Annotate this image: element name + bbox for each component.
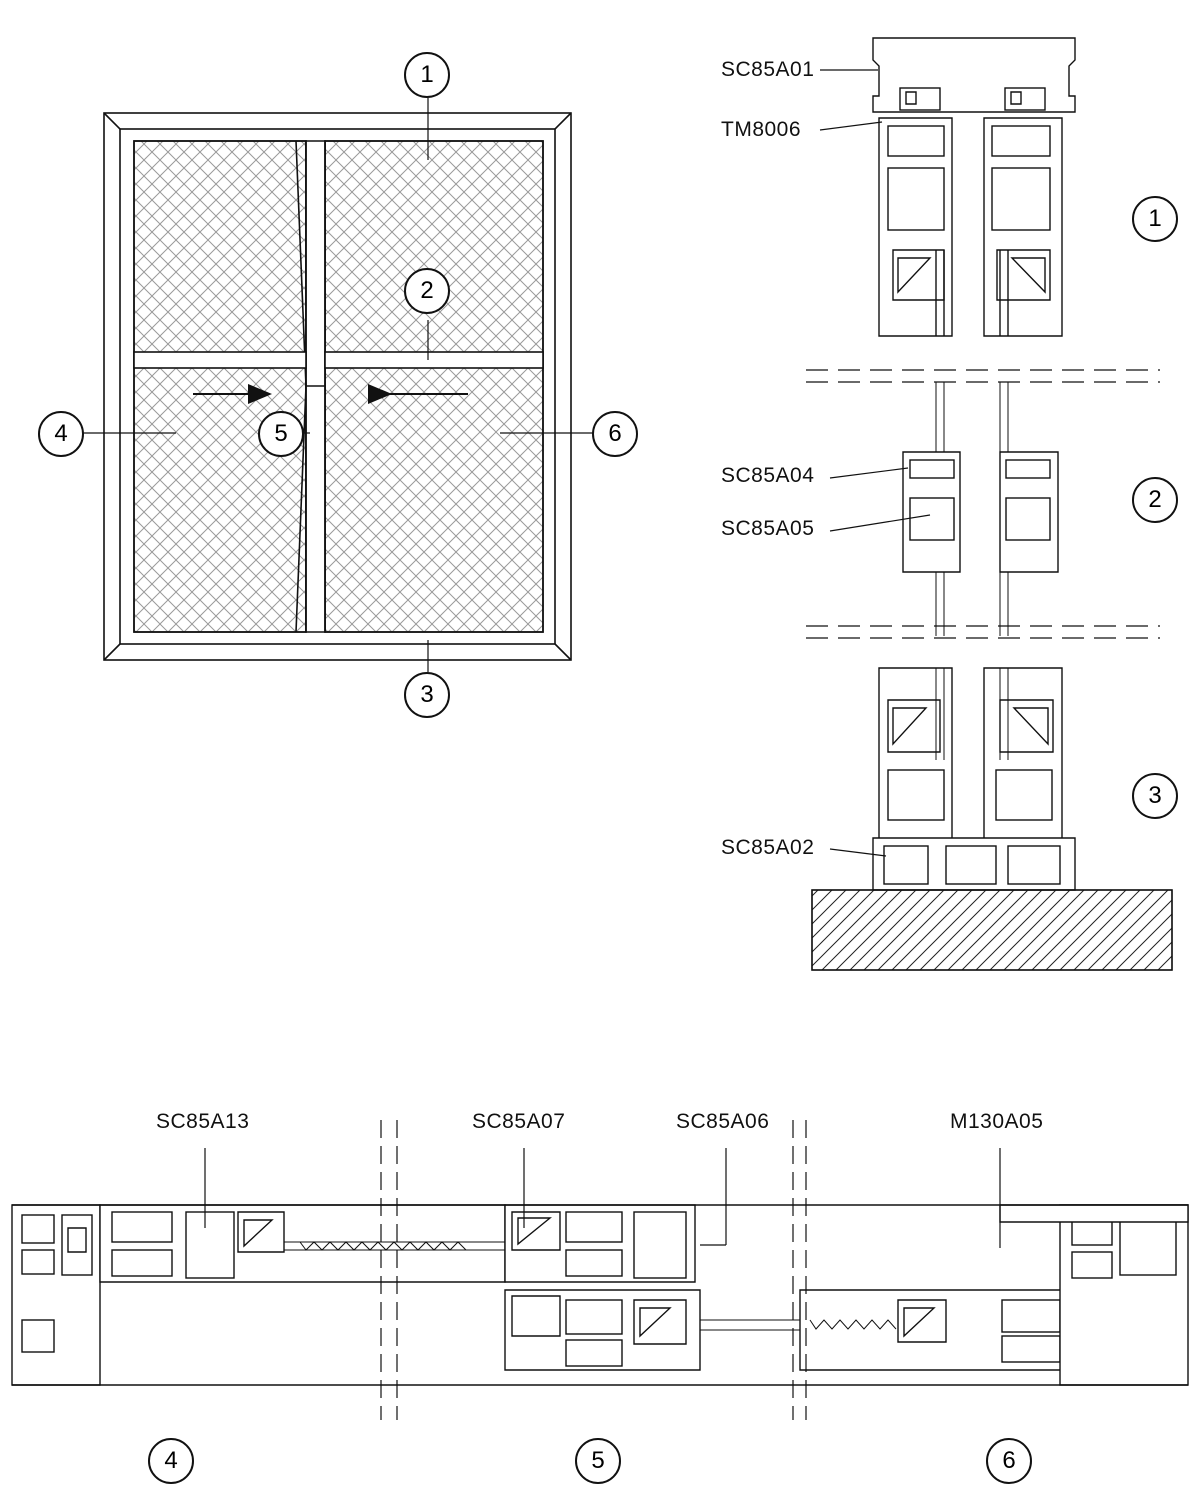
balloon-label: 3 [1148, 782, 1162, 809]
balloon-elevation-5[interactable] [258, 411, 304, 457]
balloon-elevation-6[interactable] [592, 411, 638, 457]
elevation-view [83, 98, 593, 672]
balloon-label: 1 [1148, 205, 1162, 232]
part-label-tm8006: TM8006 [721, 118, 802, 141]
part-label-sc85a01: SC85A01 [721, 58, 815, 81]
balloon-elevation-4[interactable] [38, 411, 84, 457]
balloon-hsection-6[interactable] [986, 1438, 1032, 1484]
balloon-label: 5 [274, 420, 288, 447]
balloon-vsection-1[interactable] [1132, 196, 1178, 242]
part-label-sc85a13: SC85A13 [156, 1110, 250, 1133]
balloon-label: 5 [591, 1447, 605, 1474]
balloon-label: 6 [608, 420, 622, 447]
balloon-elevation-3[interactable] [404, 672, 450, 718]
part-label-m130a05: M130A05 [950, 1110, 1044, 1133]
balloon-label: 3 [420, 681, 434, 708]
balloon-hsection-5[interactable] [575, 1438, 621, 1484]
balloon-label: 4 [54, 420, 68, 447]
part-label-sc85a07: SC85A07 [472, 1110, 566, 1133]
part-label-sc85a05: SC85A05 [721, 517, 815, 540]
part-label-sc85a04: SC85A04 [721, 464, 815, 487]
balloon-vsection-3[interactable] [1132, 773, 1178, 819]
balloon-label: 2 [420, 277, 434, 304]
balloon-hsection-4[interactable] [148, 1438, 194, 1484]
vertical-section-view [806, 38, 1172, 970]
balloon-label: 4 [164, 1447, 178, 1474]
horizontal-section-view [12, 1120, 1188, 1420]
balloon-vsection-2[interactable] [1132, 477, 1178, 523]
balloon-label: 6 [1002, 1447, 1016, 1474]
part-label-sc85a02: SC85A02 [721, 836, 815, 859]
balloon-elevation-2[interactable] [404, 268, 450, 314]
balloon-elevation-1[interactable] [404, 52, 450, 98]
part-label-sc85a06: SC85A06 [676, 1110, 770, 1133]
balloon-label: 1 [420, 61, 434, 88]
balloon-label: 2 [1148, 486, 1162, 513]
